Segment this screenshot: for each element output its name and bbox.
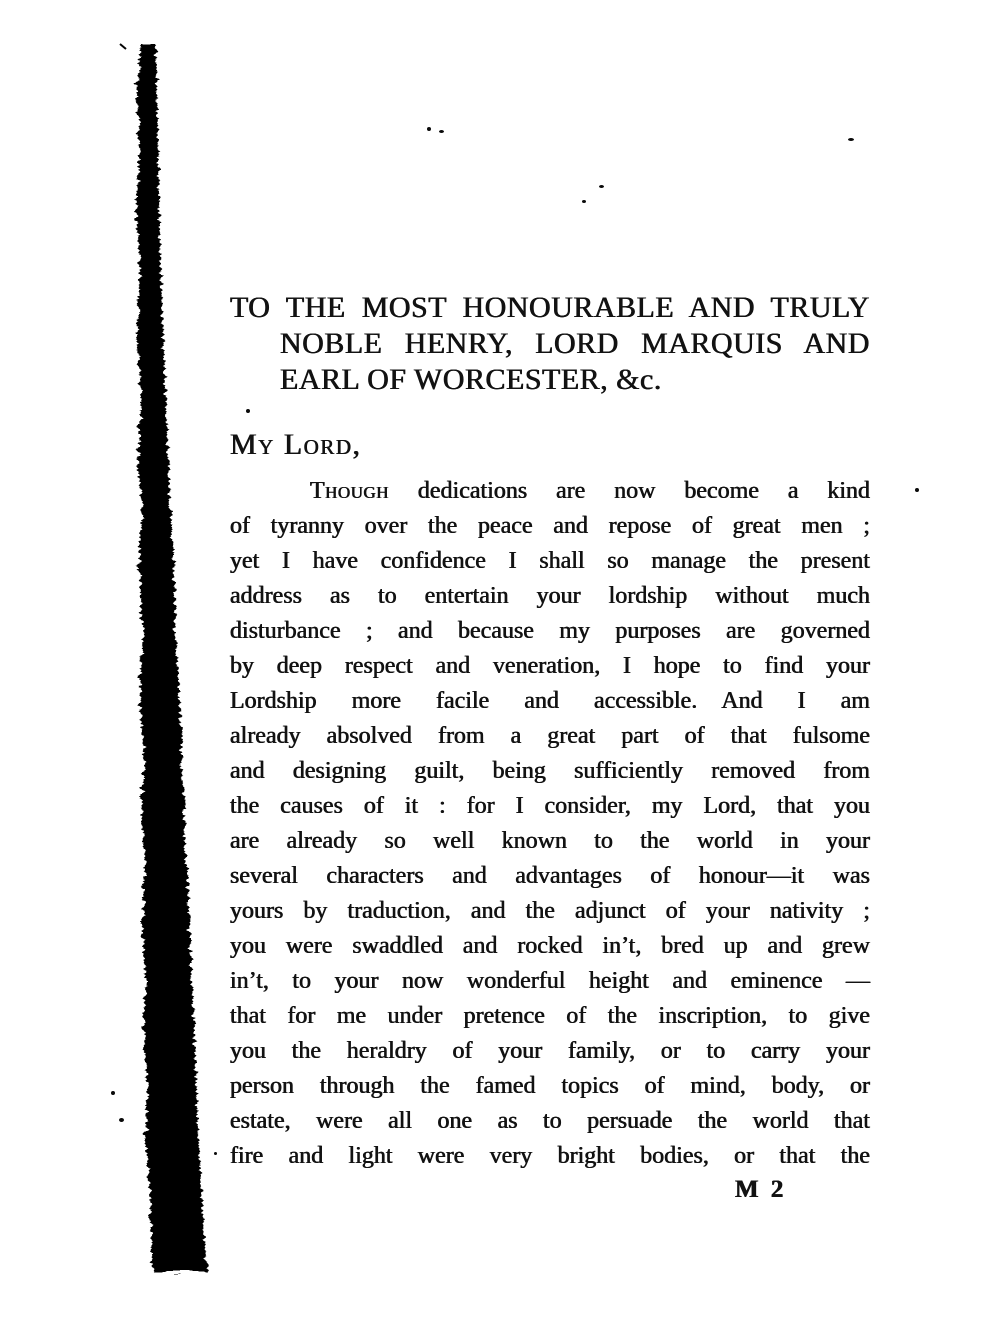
paragraph-line: person through the famed topics of mind, body, or [230,1073,870,1099]
paragraph-line: estate, were all one as to persuade the world that [230,1108,870,1134]
scan-speck [111,1091,115,1095]
dedication-paragraph [230,474,870,1174]
paragraph-line: disturbance ; and because my purposes are governed [230,618,870,644]
paragraph-line: of tyranny over the peace and repose of great men ; [230,513,870,539]
scan-speck [439,130,444,133]
paragraph-lead-word: Though [310,478,390,504]
heading-line: EARL OF WORCESTER, &c. [280,363,662,396]
binding-shadow [0,0,240,1322]
dedication-heading [230,290,870,398]
paragraph-line: fire and light were very bright bodies, or that the [230,1143,870,1169]
paragraph-first-line-text: dedications are now become a kind [417,478,871,504]
paragraph-line: Lordship more facile and accessible. And I am [230,688,870,714]
signature-mark: M 2 [735,1176,787,1203]
paragraph-line: yet I have confidence I shall so manage the present [230,548,870,574]
paragraph-line: you were swaddled and rocked in’t, bred up and grew [230,933,870,959]
heading-line: TO THE MOST HONOURABLE AND TRULY [230,291,870,324]
paragraph-line: that for me under pretence of the inscription, to give [230,1003,870,1029]
paragraph-lines [230,509,870,1174]
scan-speck [214,1152,217,1155]
paragraph-line: in’t, to your now wonderful height and eminence — [230,968,870,994]
paragraph-line: several characters and advantages of honour—it was [230,863,870,889]
paragraph-line: you the heraldry of your family, or to carry your [230,1038,870,1064]
scan-speck [427,127,431,131]
paragraph-line: address as to entertain your lordship without much [230,583,870,609]
paragraph-line: already absolved from a great part of that fulsome [230,723,870,749]
scan-speck [848,138,854,141]
paragraph-line: and designing guilt, being sufficiently removed from [230,758,870,784]
scan-speck [599,185,604,188]
salutation: My Lord, [230,428,362,461]
scan-speck [915,488,919,492]
heading-line: NOBLE HENRY, LORD MARQUIS AND [280,327,870,360]
scan-speck [582,200,586,203]
paragraph-line: the causes of it : for I consider, my Lord, that you [230,793,870,819]
scan-speck [119,1118,124,1122]
paragraph-first-line [230,474,870,509]
scan-speck [246,409,250,413]
scan-speck [120,44,126,49]
paragraph-line: by deep respect and veneration, I hope to find your [230,653,870,679]
paragraph-line: yours by traduction, and the adjunct of your nativity ; [230,898,870,924]
paragraph-line: are already so well known to the world in your [230,828,870,854]
